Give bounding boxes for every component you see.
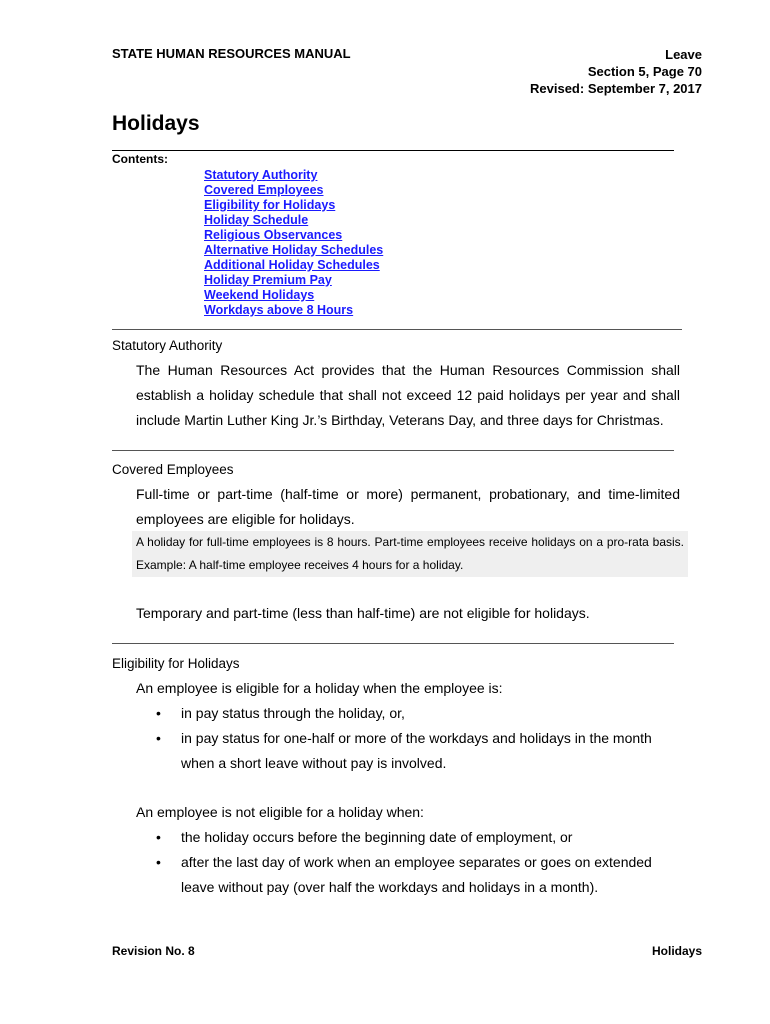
toc-link-premium-pay[interactable]: Holiday Premium Pay	[204, 273, 332, 287]
list-item: • after the last day of work when an employee separates or goes on extended leave without pay (over half the workdays and holidays in a month).	[136, 850, 676, 900]
eligibility-intro: An employee is eligible for a holiday when the employee is:	[136, 680, 503, 696]
toc-link-workdays-above-8[interactable]: Workdays above 8 Hours	[204, 303, 354, 317]
eligibility-heading: Eligibility for Holidays	[112, 656, 240, 671]
toc-item	[204, 243, 383, 258]
list-item: • in pay status through the holiday, or,	[136, 701, 676, 726]
eligible-list	[136, 701, 676, 776]
bullet-icon: •	[156, 705, 161, 721]
toc-link-alternative-schedules[interactable]: Alternative Holiday Schedules	[204, 243, 384, 257]
toc-item	[204, 198, 383, 213]
toc-link-weekend-holidays[interactable]: Weekend Holidays	[204, 288, 315, 302]
chapter-name: Leave	[665, 47, 702, 62]
section-divider	[112, 643, 674, 644]
not-eligible-list	[136, 825, 676, 900]
statutory-text: The Human Resources Act provides that the Human Resources Commission shall establish a holiday schedule that shall not exceed 12 paid holidays per year and shall include Martin Luther King Jr.’s Birthday, Veterans Day, and three days for Christmas.	[136, 362, 680, 428]
toc-link-statutory-authority[interactable]: Statutory Authority	[204, 168, 318, 182]
revised-date: Revised: September 7, 2017	[530, 81, 702, 96]
toc-item	[204, 168, 383, 183]
bullet-icon: •	[156, 829, 161, 845]
bullet-icon: •	[156, 854, 161, 870]
toc-item	[204, 228, 383, 243]
section-page: Section 5, Page 70	[587, 64, 702, 79]
table-of-contents	[204, 168, 383, 318]
statutory-heading: Statutory Authority	[112, 338, 223, 353]
toc-item	[204, 213, 383, 228]
not-eligible-text: Temporary and part-time (less than half-time) are not eligible for holidays.	[136, 605, 590, 621]
toc-link-religious-observances[interactable]: Religious Observances	[204, 228, 343, 242]
covered-note: A holiday for full-time employees is 8 hours. Part-time employees receive holidays on a pro-rata basis. Example: A half-time employee receives 4 hours for a holiday.	[132, 531, 688, 577]
toc-link-covered-employees[interactable]: Covered Employees	[204, 183, 324, 197]
toc-item	[204, 303, 383, 318]
toc-item	[204, 288, 383, 303]
covered-heading: Covered Employees	[112, 462, 234, 477]
list-item: • in pay status for one-half or more of the workdays and holidays in the month when a short leave without pay is involved.	[136, 726, 676, 776]
contents-label: Contents:	[112, 152, 168, 166]
toc-link-eligibility[interactable]: Eligibility for Holidays	[204, 198, 336, 212]
toc-item	[204, 258, 383, 273]
page-info	[530, 46, 702, 97]
toc-link-holiday-schedule[interactable]: Holiday Schedule	[204, 213, 309, 227]
toc-link-additional-schedules[interactable]: Additional Holiday Schedules	[204, 258, 380, 272]
footer-section: Holidays	[651, 944, 702, 958]
page-title: Holidays	[112, 112, 200, 135]
section-divider	[112, 450, 674, 451]
not-eligible-intro: An employee is not eligible for a holiday when:	[136, 804, 424, 820]
manual-title: STATE HUMAN RESOURCES MANUAL	[112, 46, 351, 61]
toc-item	[204, 183, 383, 198]
list-item: • the holiday occurs before the beginning date of employment, or	[136, 825, 676, 850]
title-divider	[112, 150, 674, 151]
covered-text: Full-time or part-time (half-time or more) permanent, probationary, and time-limited employees are eligible for holidays.	[136, 486, 680, 527]
section-divider	[112, 329, 682, 330]
bullet-icon: •	[156, 730, 161, 746]
toc-item	[204, 273, 383, 288]
revision-number: Revision No. 8	[112, 944, 195, 958]
